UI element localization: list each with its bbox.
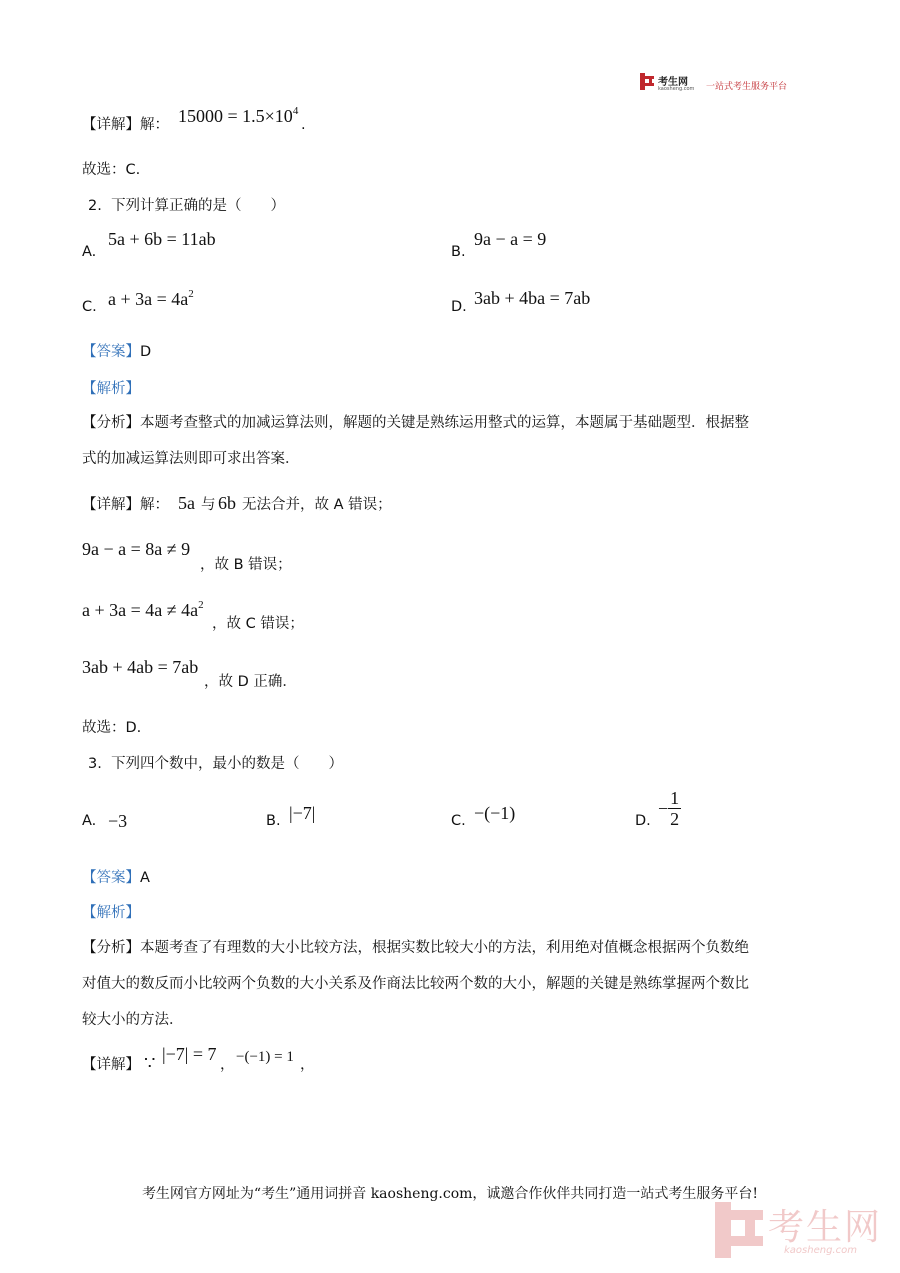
q2-detail-d-tail: ，故 D 正确．	[204, 674, 297, 690]
kaosheng-logo-icon	[640, 73, 654, 90]
q3-fenxi-line3: 较大小的方法．	[82, 1012, 184, 1028]
q3-option-d-label: D.	[635, 813, 651, 829]
answer-value: A	[140, 870, 150, 886]
q1-choose: 故选：C.	[82, 162, 141, 178]
q3-option-b-label: B.	[266, 813, 281, 829]
q3-detail-end: ，	[300, 1057, 315, 1073]
q2-detail-b-tail: ，故 B 错误；	[200, 557, 292, 573]
watermark-text: 考生网	[768, 1207, 883, 1248]
q2-option-d-label: D.	[451, 299, 467, 315]
q2-detail-a-tail: 无法合并，故 A 错误；	[242, 497, 392, 513]
q3-answer	[82, 871, 150, 886]
watermark-domain: kaosheng.com	[784, 1245, 857, 1256]
fraction: $\frac{1}{2}$	[670, 788, 680, 829]
logo-name: 考生网	[658, 77, 688, 88]
q2-analysis-label: 【解析】	[82, 381, 140, 397]
q2-option-c-label: C.	[82, 299, 97, 315]
q2-detail-c-tail: ，故 C 错误；	[212, 616, 304, 632]
q3-stem: 3. 下列四个数中，最小的数是（ ）	[88, 756, 344, 772]
q3-option-c-expr: −(−1)	[474, 803, 516, 823]
q1-period: .	[301, 117, 306, 133]
q2-option-d-expr: 3ab + 4ba = 7ab	[474, 288, 591, 308]
answer-label: 【答案】	[82, 344, 140, 360]
q3-because: ∵	[144, 1053, 156, 1073]
q3-detail-expr1: |−7| = 7	[162, 1044, 217, 1064]
q2-detail-6b: 6b	[218, 493, 236, 513]
q3-option-b-expr: |−7|	[289, 803, 316, 823]
q3-detail-label: 【详解】	[82, 1057, 140, 1073]
detail-prefix: 解：	[140, 117, 169, 133]
q3-fenxi-line1: 【分析】本题考查了有理数的大小比较方法，根据实数比较大小的方法，利用绝对值概念根据两个负数绝	[82, 940, 749, 956]
logo-domain: kaosheng.com	[658, 86, 695, 92]
q2-fenxi-line2: 式的加减运算法则即可求出答案．	[82, 451, 300, 467]
q3-fenxi-line2: 对值大的数反而小比较两个负数的大小关系及作商法比较两个数的大小，解题的关键是熟练掌握两个数比	[82, 976, 749, 992]
q2-detail-d-expr: 3ab + 4ab = 7ab	[82, 657, 199, 677]
answer-label: 【答案】	[82, 870, 140, 886]
q2-stem: 2. 下列计算正确的是（ ）	[88, 198, 286, 214]
q2-detail-5a: 5a	[178, 493, 195, 513]
q2-detail-line1: 【详解】解：	[82, 497, 169, 513]
q3-option-a-label: A.	[82, 813, 97, 829]
q2-fenxi-line1: 【分析】本题考查整式的加减运算法则，解题的关键是熟练运用整式的运算，本题属于基础题型．根据整	[82, 415, 749, 431]
q2-answer	[82, 345, 151, 360]
q2-option-c-expr: $a + 3a = 4a^2$	[108, 288, 194, 309]
q3-option-a-expr: −3	[108, 811, 128, 831]
answer-value: D	[140, 344, 152, 360]
q2-detail-and: 与	[201, 497, 216, 513]
q3-detail-sep: ，	[220, 1057, 235, 1073]
watermark-logo-icon	[715, 1202, 763, 1258]
q2-detail-b-expr: 9a − a = 8a ≠ 9	[82, 539, 191, 559]
q2-option-a-expr: 5a + 6b = 11ab	[108, 229, 216, 249]
q2-option-a-label: A.	[82, 244, 97, 260]
q2-option-b-label: B.	[451, 244, 466, 260]
q3-analysis-label: 【解析】	[82, 905, 140, 921]
q2-choose: 故选：D.	[82, 720, 142, 736]
q3-option-d-expr: − $\frac{1}{2}$	[658, 788, 680, 829]
q3-detail-expr2: −(−1) = 1	[236, 1049, 294, 1065]
footer-text: 考生网官方网址为“考生”通用词拼音 kaosheng.com，诚邀合作伙伴共同打造一站式考生服务平台!	[141, 1186, 759, 1202]
header-slogan: 一站式考生服务平台	[706, 82, 788, 92]
detail-line-q1	[82, 118, 169, 133]
q2-option-b-expr: 9a − a = 9	[474, 229, 547, 249]
q2-detail-c-expr: $a + 3a = 4a \ne 4a^2$	[82, 599, 204, 620]
q1-equation: $15000 = 1.5\times 10^4$	[178, 105, 299, 126]
detail-label: 【详解】	[82, 117, 140, 133]
q3-option-c-label: C.	[451, 813, 466, 829]
